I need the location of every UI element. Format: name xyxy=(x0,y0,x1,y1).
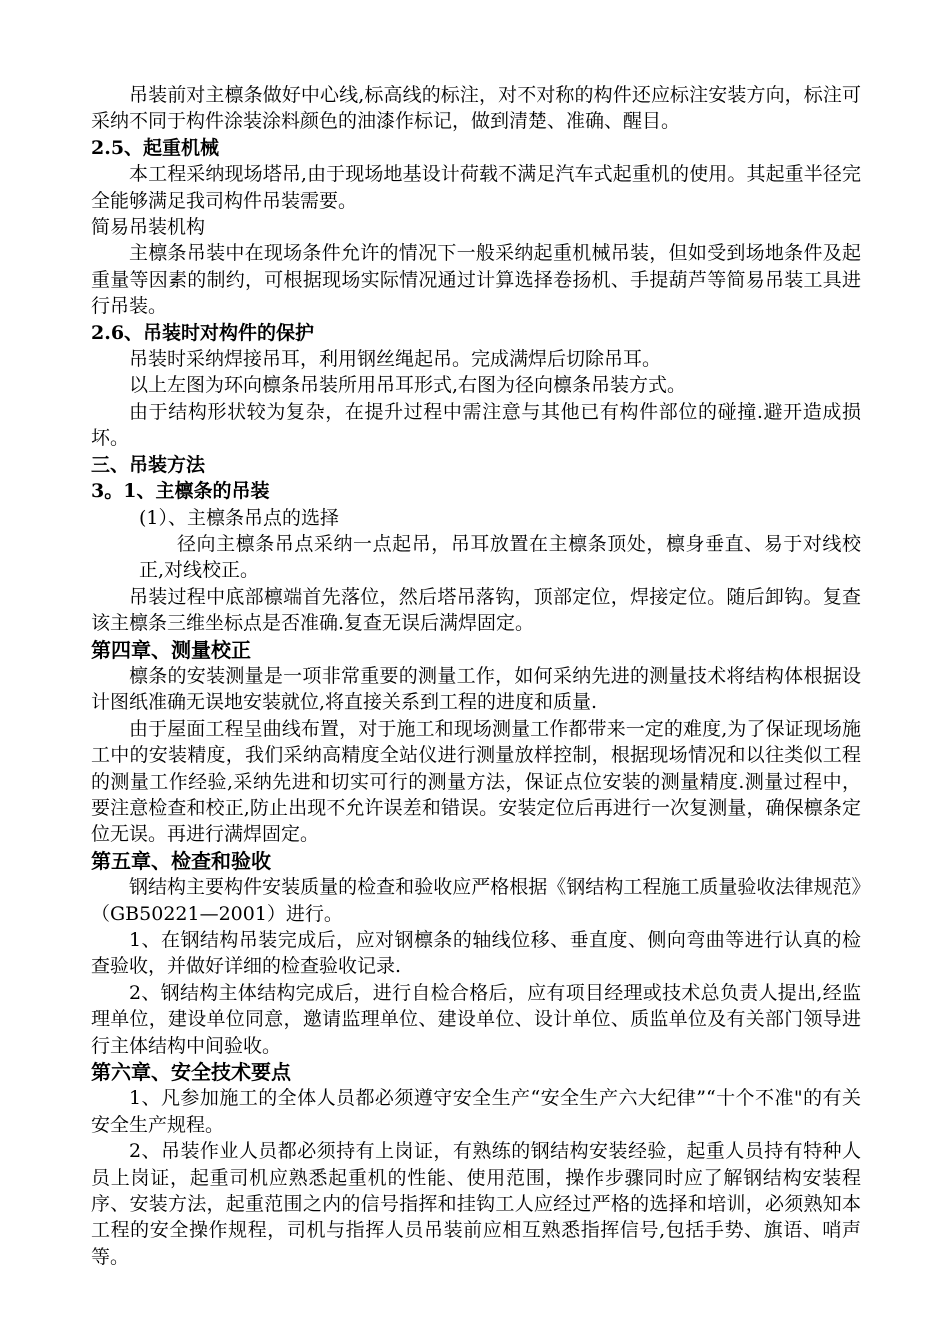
paragraph: 由于屋面工程呈曲线布置，对于施工和现场测量工作都带来一定的难度,为了保证现场施工中的安装精度，我们采纳高精度全站仪进行测量放样控制，根据现场情况和以往类似工程的测量工作经验,采纳先进和切实可行的测量方法，保证点位安装的测量精度.测量过程中，要注意检查和校正,防止出现不允许误差和错误。安装定位后再进行一次复测量，确保檩条定位无误。再进行满焊固定。 xyxy=(91,717,861,846)
paragraph: 径向主檩条吊点采纳一点起吊，吊耳放置在主檩条顶处，檩身垂直、易于对线校正,对线校正。 xyxy=(139,532,861,582)
paragraph: 吊装时采纳焊接吊耳，利用钢丝绳起吊。完成满焊后切除吊耳。 xyxy=(129,348,662,371)
paragraph: 主檩条吊装中在现场条件允许的情况下一般采纳起重机械吊装，但如受到场地条件及起重量等因素的制约，可根据现场实际情况通过计算选择卷扬机、手提葫芦等简易吊装工具进行吊装。 xyxy=(91,242,861,318)
section-heading: 2.5、起重机械 xyxy=(91,136,220,159)
paragraph: 钢结构主要构件安装质量的检查和验收应严格根据《钢结构工程施工质量验收法律规范》（GB50221—2001）进行。 xyxy=(91,876,861,925)
section-heading: 三、吊装方法 xyxy=(91,453,206,476)
paragraph: 吊装前对主檩条做好中心线,标高线的标注，对不对称的构件还应标注安装方向，标注可采纳不同于构件涂装涂料颜色的油漆作标记，做到清楚、准确、醒目。 xyxy=(91,84,861,133)
paragraph: 1、在钢结构吊装完成后，应对钢檩条的轴线位移、垂直度、侧向弯曲等进行认真的检查验收，并做好详细的检查验收记录. xyxy=(91,929,861,978)
paragraph: 以上左图为环向檩条吊装所用吊耳形式,右图为径向檩条吊装方式。 xyxy=(129,374,687,397)
subheading: 简易吊装机构 xyxy=(91,216,206,239)
paragraph: 檩条的安装测量是一项非常重要的测量工作，如何采纳先进的测量技术将结构体根据设计图纸准确无误地安装就位,将直接关系到工程的进度和质量. xyxy=(91,664,861,714)
paragraph: 2、吊装作业人员都必须持有上岗证，有熟练的钢结构安装经验，起重人员持有特种人员上岗证，起重司机应熟悉起重机的性能、使用范围，操作步骤同时应了解钢结构安装程序、安装方法，起重范围之内的信号指挥和挂钩工人应经过严格的选择和培训，必须熟知本工程的安全操作规程，司机与指挥人员吊装前应相互熟悉指挥信号,包括手势、旗语、哨声等。 xyxy=(91,1140,861,1268)
paragraph: 2、钢结构主体结构完成后，进行自检合格后，应有项目经理或技术总负责人提出,经监理单位，建设单位同意，邀请监理单位、建设单位、设计单位、质监单位及有关部门领导进行主体结构中间验收。 xyxy=(91,981,861,1057)
paragraph: 由于结构形状较为复杂，在提升过程中需注意与其他已有构件部位的碰撞.避开造成损坏。 xyxy=(91,400,861,450)
chapter-heading: 第五章、检查和验收 xyxy=(91,848,271,873)
section-heading: 2.6、吊装时对构件的保护 xyxy=(91,321,315,344)
chapter-heading: 第四章、测量校正 xyxy=(91,637,251,662)
list-item: (1）、主檩条吊点的选择 xyxy=(139,506,340,529)
chapter-heading: 第六章、安全技术要点 xyxy=(91,1060,291,1085)
paragraph: 吊装过程中底部檩端首先落位，然后塔吊落钩，顶部定位，焊接定位。随后卸钩。复查该主檩条三维坐标点是否准确.复查无误后满焊固定。 xyxy=(91,585,861,635)
section-heading: 3。1、主檩条的吊装 xyxy=(91,480,270,503)
paragraph: 本工程采纳现场塔吊,由于现场地基设计荷载不满足汽车式起重机的使用。其起重半径完全能够满足我司构件吊装需要。 xyxy=(91,163,861,212)
paragraph: 1、凡参加施工的全体人员都必须遵守安全生产“安全生产六大纪律”“十个不准"的有关安全生产规程。 xyxy=(91,1087,861,1136)
document-page xyxy=(91,82,861,1270)
